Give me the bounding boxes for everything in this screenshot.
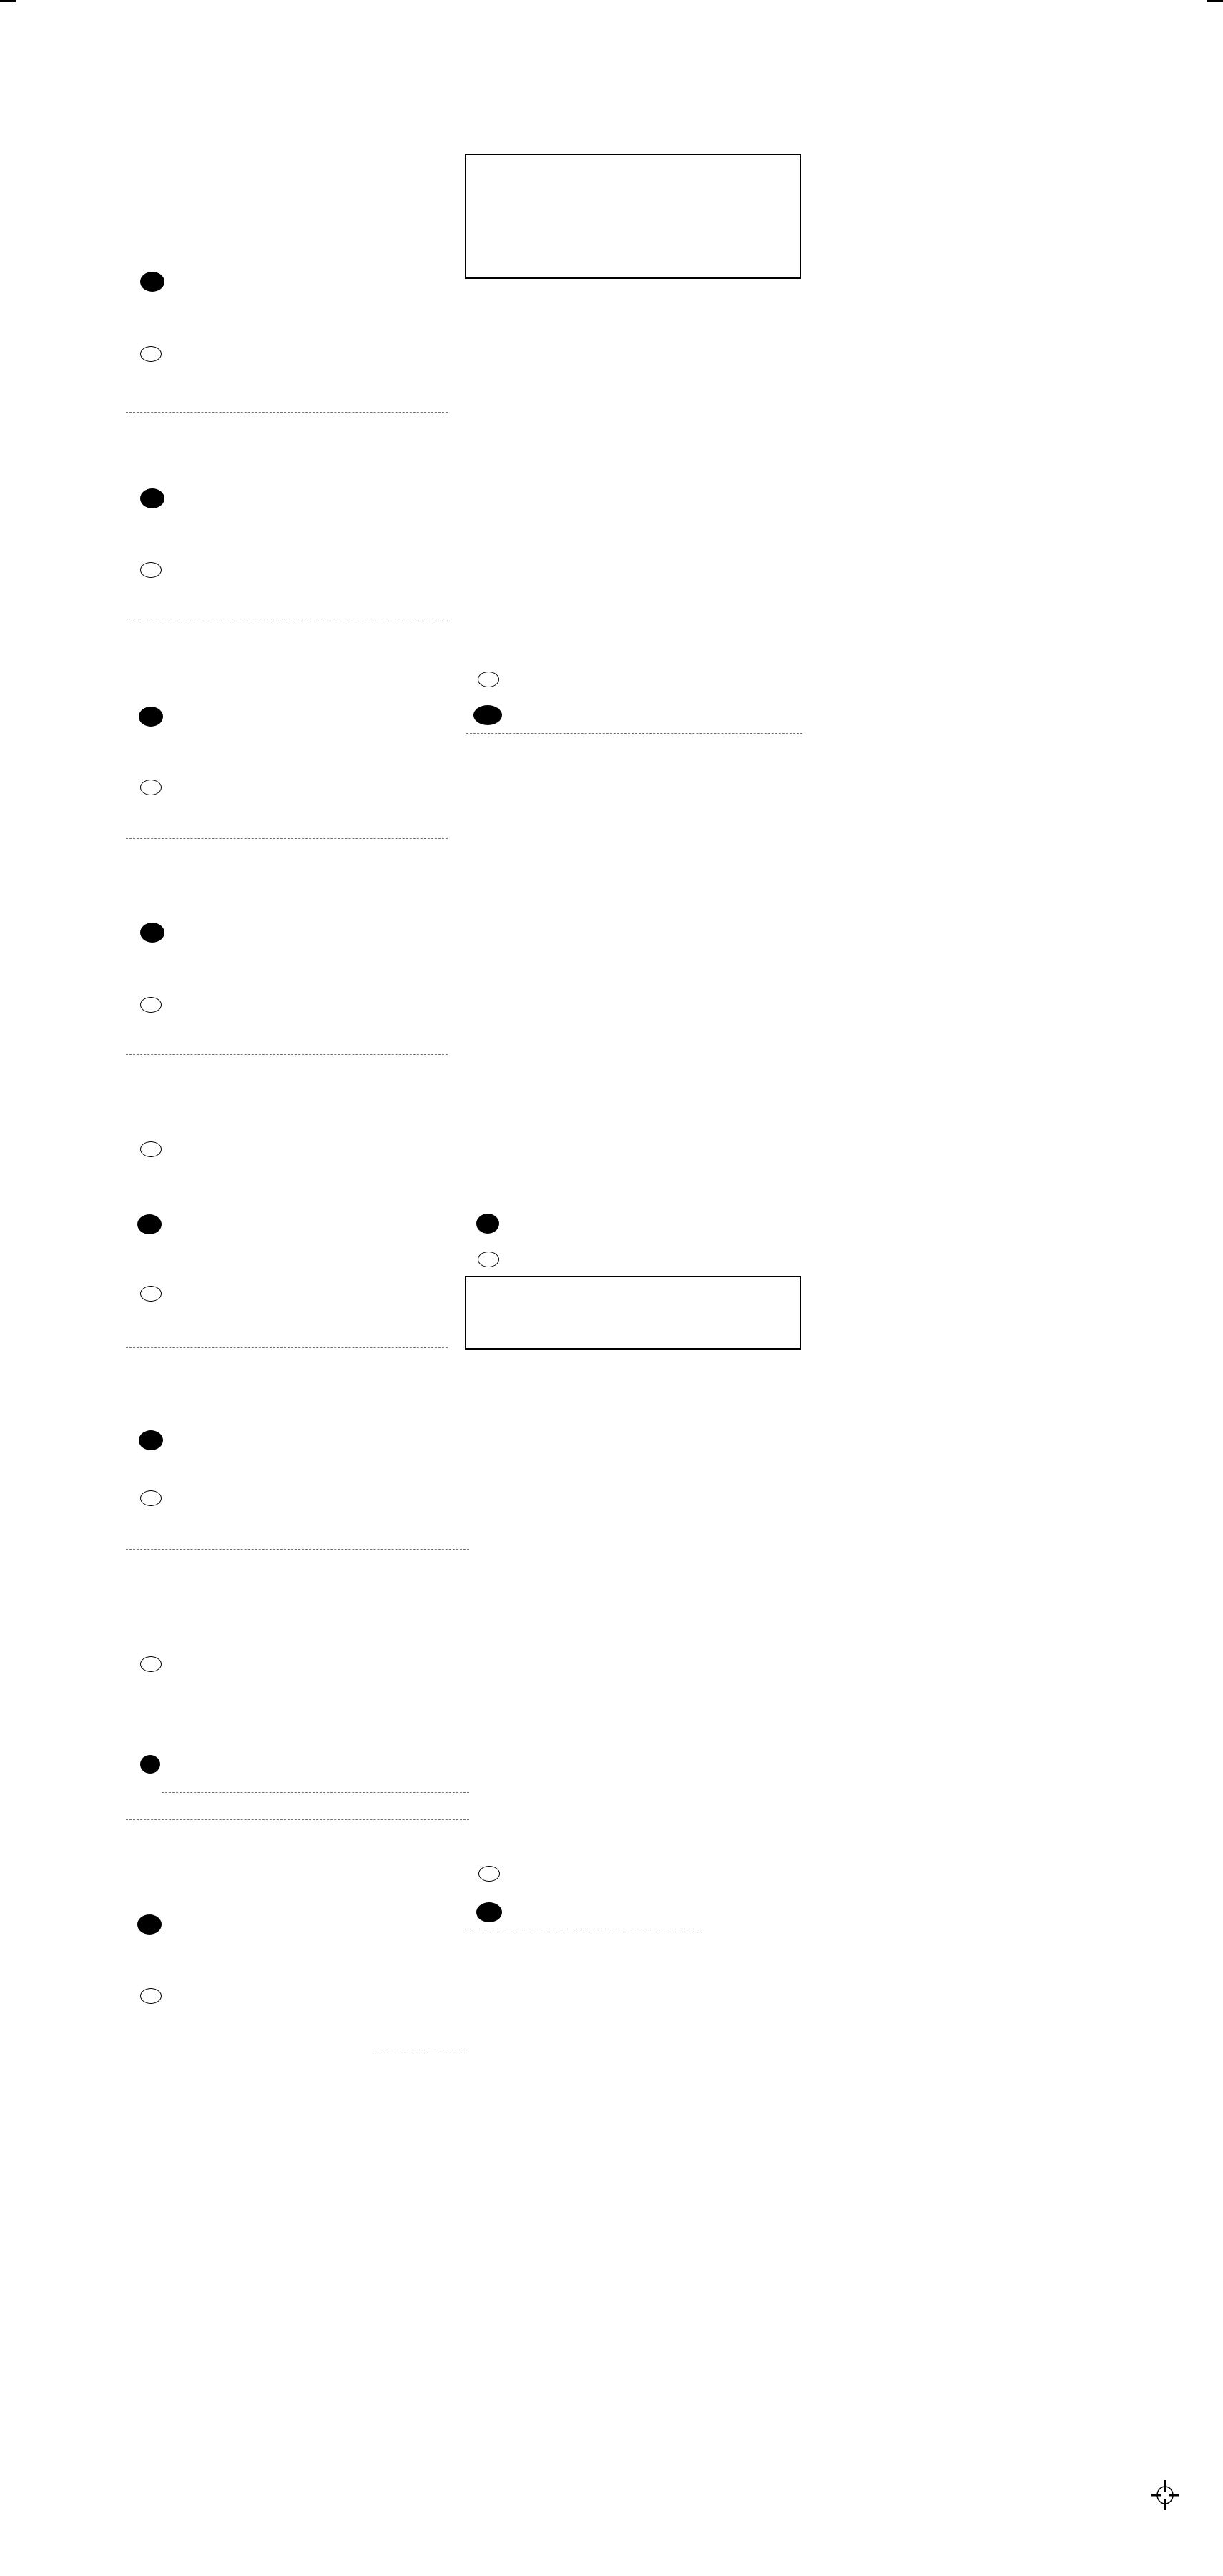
bubble-joyce-evans[interactable] <box>137 1914 162 1935</box>
contest-divider <box>126 1347 448 1348</box>
corner-tick-left <box>0 0 16 2</box>
bubble-write-in[interactable] <box>140 1755 160 1774</box>
bubble-write-in[interactable] <box>140 1286 162 1302</box>
bubble-john-hogan[interactable] <box>137 1214 162 1234</box>
section-header-amendments <box>465 154 801 279</box>
bubble-write-in[interactable] <box>140 1490 162 1506</box>
contest-divider <box>126 1054 448 1055</box>
contest-divider <box>126 838 448 839</box>
bubble-write-in[interactable] <box>140 346 162 362</box>
bubble-brad-shealy[interactable] <box>140 272 164 292</box>
bubble-rodney-v-cain[interactable] <box>140 923 164 943</box>
bubble-justin-cabral[interactable] <box>139 1430 163 1450</box>
bubble-yes[interactable] <box>476 1214 499 1234</box>
bubble-yes[interactable] <box>478 1866 500 1882</box>
bubble-austin-fiveash[interactable] <box>140 1141 162 1157</box>
bubble-ashley-paulk[interactable] <box>139 707 163 727</box>
contest-divider <box>126 1549 469 1550</box>
section-header-referendum <box>465 1276 801 1350</box>
target-registration-icon <box>1150 2479 1180 2512</box>
bubble-no[interactable] <box>473 705 502 725</box>
bubble-write-in[interactable] <box>140 1988 162 2004</box>
contest-divider <box>126 412 448 413</box>
bubble-write-in[interactable] <box>140 780 162 795</box>
bubble-write-in[interactable] <box>140 562 162 578</box>
bubble-write-in[interactable] <box>140 997 162 1013</box>
measure-divider <box>466 733 802 734</box>
write-in-line <box>162 1792 469 1793</box>
contest-divider <box>126 1819 469 1820</box>
corner-tick-right <box>1207 0 1223 2</box>
bubble-beth-copeland-greene[interactable] <box>140 488 164 508</box>
bubble-bill-slaughter[interactable] <box>140 1656 162 1672</box>
bubble-yes[interactable] <box>478 672 499 687</box>
bubble-no[interactable] <box>476 1902 502 1922</box>
bubble-no[interactable] <box>478 1252 499 1267</box>
